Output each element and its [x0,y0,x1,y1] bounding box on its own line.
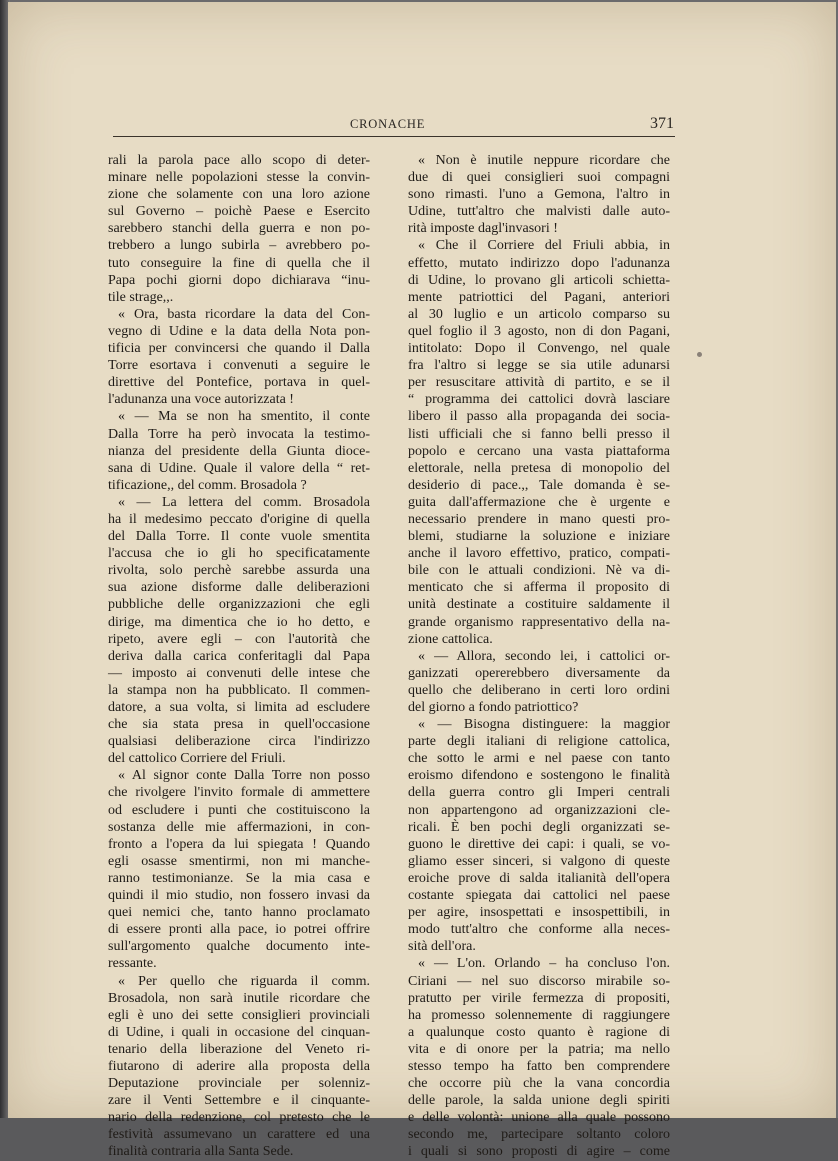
text-line: od escludere i punti che costituiscono la [108,802,370,818]
text-line: « — Ma se non ha smentito, il conte [118,409,370,425]
text-line: che occorre più che la vana concordia [408,1076,670,1092]
text-line: fiutarono di aderire alla proposta della [108,1058,370,1074]
text-line: Brosadola, non sarà inutile ricordare che [108,990,370,1006]
text-line: guono le direttive dei capi: i quali, se vo- [408,836,670,852]
text-line: del cattolico Corriere del Friuli. [108,751,286,767]
right-text-column [408,152,670,1161]
text-line: zione cattolica. [408,631,493,647]
text-line: che rivolgere l'invito formale di ammettere [108,785,370,801]
text-line: « — Allora, secondo lei, i cattolici or- [418,648,670,664]
text-line: Ciriani — nel suo discorso mirabile so- [408,973,670,989]
text-line: “ programma dei cattolici dovrà lasciare [408,392,670,408]
text-line: qualsiasi deliberazione circa l'indirizzo [108,734,370,750]
text-line: listi ufficiali che si fanno belli presso il [408,426,670,442]
text-line: sono rimasti. l'uno a Gemona, l'altro in [408,187,670,203]
text-line: ressante. [108,956,157,972]
text-line: sarebbero stanchi della guerra e non po- [108,221,370,237]
text-line: Deputazione provinciale per solenniz- [108,1076,370,1092]
text-line: quei nemici che, tanto hanno proclamato [108,905,370,921]
text-line: e delle volontà: unione alla quale possono [408,1110,670,1126]
text-line: « Che il Corriere del Friuli abbia, in [418,238,670,254]
text-line: l'adunanza una voce autorizzata ! [108,392,294,408]
text-line: egli osasse smentirmi, non mi manche- [108,853,370,869]
ink-spot [697,352,702,357]
text-line: trebbero a lungo subirla – avrebbero po- [108,238,370,254]
text-line: guita dall'affermazione che è urgente e [408,494,670,510]
text-line: sità dell'ora. [408,939,476,955]
text-line: rità imposte dagl'invasori ! [408,221,558,237]
text-line: « — Bisogna distinguere: la maggior [418,717,670,733]
text-line: — imposto ai convenuti delle intese che [108,665,370,681]
text-line: la stampa non ha pubblicato. Il commen- [108,682,370,698]
text-line: di Udine, i quali in occasione del cinquan- [108,1024,370,1040]
text-line: per resuscitare attività di partito, e se il [408,375,670,391]
text-line: elettorale, nella pretesa di monopolio del [408,460,670,476]
text-line: desiderio di pace.,, Tale domanda è se- [408,477,670,493]
text-line: ganizzati opererebbero diversamente da [408,665,670,681]
text-line: libero il passo alla propaganda dei socia- [408,409,670,425]
text-line: a qualunque costo quanto è ragione di [408,1024,670,1040]
text-line: bile con le attuali condizioni. Nè va di- [408,563,670,579]
text-line: menticato che si afferma il proposito di [408,580,670,596]
text-line: zione che solamente con una loro azione [108,187,370,203]
text-line: che sia stata presa in quell'occasione [108,717,370,733]
text-line: eroismo difendono e sostengono le finalità [408,768,670,784]
text-line: necessario prendere in mano questi pro- [408,511,670,527]
text-line: ha promesso solennemente di raggiungere [408,1007,670,1023]
text-line: tenario della liberazione del Veneto ri- [108,1041,370,1057]
text-line: ha il medesimo peccato d'origine di quella [108,511,370,527]
text-line: stesso tempo ha fatto ben comprendere [408,1058,670,1074]
text-line: costante spiegata dai cattolici nel paese [408,888,670,904]
header-rule [113,136,675,137]
text-line: minare nelle popolazioni stesse la convin- [108,170,370,186]
text-line: Udine, tutt'altro che malvisti dalle auto- [408,204,670,220]
text-line: dirige, ma dimentica che io ho detto, e [108,614,370,630]
text-line: egli è uno dei sette consiglieri provinciali [108,1007,370,1023]
text-line: intitolato: Dopo il Convengo, nel quale [408,341,670,357]
text-line: del Dalla Torre. Il conte vuole smentita [108,529,370,545]
running-header: CRONACHE [350,117,426,131]
text-line: della guerra contro gli Imperi centrali [408,785,670,801]
text-line: Papa pochi giorni dopo dichiarava “inu- [108,272,370,288]
text-line: pratutto per virile fermezza di propositi, [408,990,670,1006]
text-line: vita e di onore per la patria; ma nello [408,1041,670,1057]
text-line: deriva dalla carica conferitagli dal Papa [108,648,370,664]
page-number: 371 [650,115,674,132]
text-line: vegno di Udine e la data della Nota pon- [108,323,370,339]
text-line: quel foglio il 3 agosto, non di don Pagani, [408,323,670,339]
text-line: « Non è inutile neppure ricordare che [418,153,670,168]
text-line: « Al signor conte Dalla Torre non posso [118,768,370,784]
text-line: rali la parola pace allo scopo di deter- [108,153,370,168]
text-line: effetto, mutato indirizzo dopo l'adunanza [408,255,670,271]
text-line: « Per quello che riguarda il comm. [118,973,370,989]
text-line: delle parole, la salda unione degli spiriti [408,1093,670,1109]
text-line: rivolta, solo perchè sarebbe assurda una [108,563,370,579]
text-line: datore, a sua volta, si limita ad escludere [108,700,370,715]
text-line: mente patriottici del Pagani, anteriori [408,289,670,305]
text-line: quello che deliberano in certi loro ordini [408,682,670,698]
text-line: sana di Udine. Quale il valore della “ ret- [108,460,370,476]
text-line: per agire, insospettati e insospettibili, in [408,905,670,921]
text-line: nianza del presidente della Giunta dioce- [108,443,370,459]
text-line: Dalla Torre ha però invocata la testimo- [108,426,370,442]
left-text-column [108,152,370,1161]
text-line: gliamo esser sinceri, si valgono di queste [408,853,670,869]
text-line: sostanza delle mie affermazioni, in con- [108,819,370,835]
text-line: secondo me, partecipare soltanto coloro [408,1127,670,1143]
text-line: che sotto le armi e nel paese con tanto [408,751,670,767]
text-line: direttive del Pontefice, portava in quel- [108,375,370,391]
text-line: unità destinate a costituire saldamente il [408,597,670,613]
text-line: l'accusa che io gli ho specificatamente [108,546,370,562]
text-line: di Udine, lo provano gli articoli schietta- [408,272,670,288]
text-line: ricali. È ben pochi degli organizzati se- [408,819,670,835]
text-line: « — La lettera del comm. Brosadola [118,494,370,510]
text-line: pubbliche delle organizzazioni che egli [108,597,370,613]
text-line: finalità contraria alla Santa Sede. [108,1144,294,1160]
text-line: festività assumevano un carattere ed una [108,1127,370,1143]
text-line: tile strage,,. [108,289,174,305]
text-line: parte degli italiani di religione cattolica, [408,734,670,750]
text-line: « — L'on. Orlando – ha concluso l'on. [418,956,670,972]
text-line: zare il Venti Settembre e il cinquante- [108,1093,370,1109]
text-line: quindi il mio studio, non fossero invasi da [108,888,370,904]
text-line: anche il lavoro effettivo, pratico, compati- [408,546,670,562]
text-line: fronto a l'opera da lui spiegata ! Quando [108,836,370,852]
text-line: popolo e cercano una vasta piattaforma [408,443,670,459]
text-line: nario della redenzione, col pretesto che le [108,1110,370,1126]
text-line: due di quei consiglieri suoi compagni [408,170,670,186]
text-line: del giorno a fondo patriottico? [408,700,579,715]
text-line: blemi, studiarne la soluzione e iniziare [408,529,670,545]
text-line: Torre esortava i convenuti a seguire le [108,358,370,374]
text-line: tificia per convincersi che quando il Dalla [108,341,370,357]
text-line: non appartengono ad organizzazioni cle- [408,802,670,818]
text-line: sua azione disforme dalle deliberazioni [108,580,370,596]
text-line: sull'argomento qualche documento inte- [108,939,370,955]
text-line: ripeto, avere egli – con l'autorità che [108,631,370,647]
text-line: al 30 luglio e un articolo comparso su [408,306,670,322]
text-line: sul Governo – poichè Paese e Esercito [108,204,370,220]
text-line: tuto conseguire la fine di quella che il [108,255,370,271]
text-line: modo tutt'altro che conforme alla neces- [408,922,670,938]
text-line: i quali si sono proposti di agire – come [408,1144,670,1160]
text-line: di essere pronti alla pace, io potrei offrire [108,922,370,938]
text-line: ranno testimonianze. Se la mia casa e [108,870,370,886]
text-line: grande organismo rappresentativo della na- [408,614,670,630]
text-line: tificazione,, del comm. Brosadola ? [108,477,307,493]
text-line: fra l'altro si legge se sia utile adunarsi [408,358,670,374]
text-line: « Ora, basta ricordare la data del Con- [118,306,370,322]
text-line: eroiche prove di salda italianità dell'opera [408,870,670,886]
